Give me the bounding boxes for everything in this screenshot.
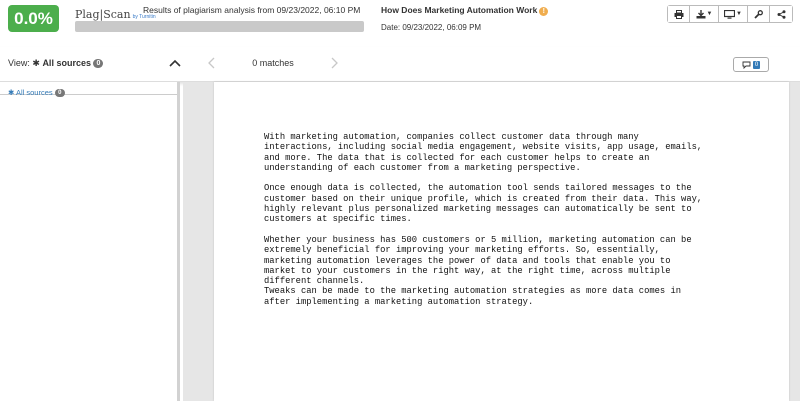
settings-button[interactable]: [748, 6, 770, 22]
document-line: after implementing a marketing automation strategy.: [264, 296, 534, 307]
chevron-left-icon[interactable]: [207, 57, 217, 69]
share-icon: [777, 10, 786, 19]
comments-button[interactable]: [733, 57, 769, 72]
chevron-down-icon: ▼: [736, 11, 742, 17]
document-line: understanding of each customer from a marketing perspective.: [264, 162, 581, 173]
print-icon: [674, 10, 684, 19]
report-toolbar: [667, 5, 793, 23]
document-viewer[interactable]: [183, 82, 800, 401]
document-line: Once enough data is collected, the automation tool sends tailored messages to the: [264, 183, 692, 194]
view-label: View:: [8, 58, 30, 68]
source-filter-bar: [0, 47, 800, 82]
info-icon[interactable]: !: [539, 7, 548, 16]
document-paragraph: [264, 183, 734, 224]
logo-text: Plag|Scan: [75, 8, 131, 21]
document-date: Date: 09/23/2022, 06:09 PM: [381, 23, 482, 32]
document-line: customers at specific times.: [264, 214, 412, 225]
document-line: highly relevant plus personalized marketing messages can automatically be sent to: [264, 204, 692, 215]
share-button[interactable]: [770, 6, 792, 22]
document-title-text: How Does Marketing Automation Work: [381, 5, 538, 15]
analysis-progress-bar: [75, 21, 364, 32]
document-paragraph: [264, 132, 734, 173]
document-line: Tweaks can be made to the marketing automation strategies as more data comes in: [264, 286, 682, 297]
document-line: With marketing automation, companies collect customer data through many: [264, 132, 639, 142]
asterisk-icon: ✱: [8, 88, 15, 97]
chevron-down-icon: ▼: [706, 11, 713, 17]
results-title: Results of plagiarism analysis from 09/23/2022, 06:10 PM: [143, 5, 361, 15]
sources-count-badge: 0: [55, 89, 65, 97]
asterisk-icon: ✱: [32, 58, 40, 68]
chevron-up-icon[interactable]: [168, 57, 182, 69]
download-button[interactable]: [690, 6, 719, 22]
report-header: [0, 0, 800, 47]
chevron-right-icon[interactable]: [329, 57, 339, 69]
paragraph-gap: [264, 225, 734, 235]
view-value: All sources: [42, 58, 91, 68]
view-count-badge: 0: [93, 59, 103, 68]
display-icon: [724, 10, 735, 19]
document-page: [214, 82, 789, 401]
print-button[interactable]: [668, 6, 690, 22]
matches-count: 0 matches: [252, 58, 294, 68]
paragraph-gap: [264, 173, 734, 183]
document-line: Whether your business has 500 customers or 5 million, marketing automation can be: [264, 234, 692, 245]
document-line: interactions, including social media engagement, website visits, app usage, emails,: [264, 142, 703, 153]
similarity-score-badge: 0.0%: [8, 5, 59, 32]
download-icon: [696, 10, 706, 19]
comments-count-badge: 0: [754, 61, 759, 68]
logo-subtext: by Turnitin: [132, 14, 156, 20]
comment-icon: [742, 61, 751, 69]
view-filter[interactable]: [8, 58, 103, 69]
document-line: and more. The data that is collected for each customer helps to create an: [264, 152, 650, 163]
document-text: [264, 132, 734, 307]
sources-sidebar: [0, 82, 180, 401]
document-line: marketing automation leverages the power of data and tools that enable you to: [264, 255, 671, 266]
sidebar-item-all-sources[interactable]: [8, 88, 65, 97]
document-line: extremely beneficial for improving your marketing efforts. So, essentially,: [264, 245, 660, 256]
sidebar-header: [0, 82, 177, 95]
document-line: market to your customers in the right way, at the right time, across multiple: [264, 265, 671, 276]
document-paragraph: [264, 235, 734, 307]
document-line: customer based on their unique profile, which is created from their data. This way,: [264, 193, 703, 204]
document-line: different channels.: [264, 276, 365, 287]
display-button[interactable]: [719, 6, 748, 22]
document-title: [381, 5, 548, 16]
wrench-icon: [754, 10, 763, 19]
sidebar-item-label: All sources: [15, 88, 53, 97]
